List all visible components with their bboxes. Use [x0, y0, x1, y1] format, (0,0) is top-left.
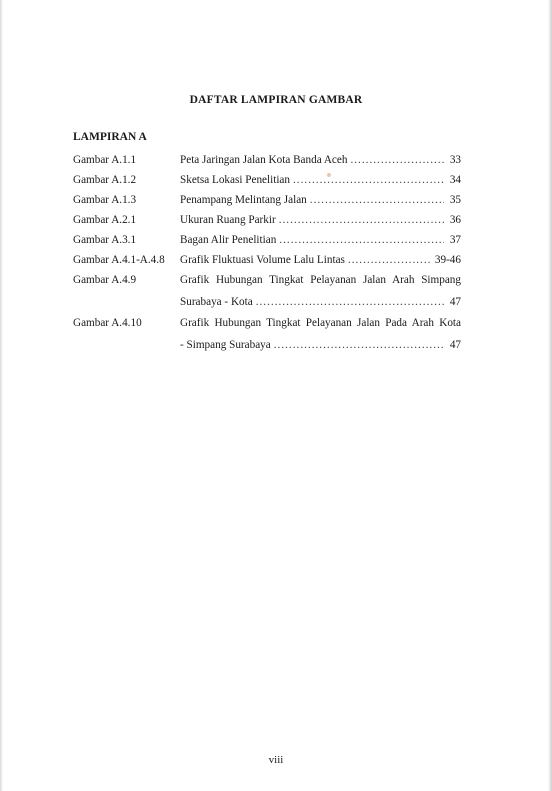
figure-description: Ukuran Ruang Parkir — [180, 214, 276, 226]
figure-description: Grafik Fluktuasi Volume Lalu Lintas — [180, 254, 345, 266]
figure-description-line — [180, 190, 461, 210]
figure-description-first-line: Grafik Hubungan Tingkat Pelayanan Jalan Arah Simpang — [180, 274, 461, 286]
page-number: 36 — [449, 214, 461, 226]
dot-leader — [310, 190, 444, 210]
page-number: 37 — [449, 234, 461, 246]
figure-description-line — [180, 335, 461, 355]
page-number: 39-46 — [434, 254, 461, 266]
page-title: DAFTAR LAMPIRAN GAMBAR — [189, 94, 363, 106]
page-number: 47 — [449, 339, 461, 351]
dot-leader — [274, 335, 444, 355]
figure-label: Gambar A.1.3 — [73, 194, 137, 206]
figure-label: Gambar A.3.1 — [73, 234, 137, 246]
dot-leader — [350, 150, 444, 170]
figure-description: Penampang Melintang Jalan — [180, 194, 307, 206]
ink-speck — [327, 173, 331, 177]
figure-description: Bagan Alir Penelitian — [180, 234, 277, 246]
figure-description-line — [180, 230, 461, 250]
dot-leader — [256, 292, 444, 312]
figure-description: Sketsa Lokasi Penelitian — [180, 174, 290, 186]
section-heading: LAMPIRAN A — [73, 131, 147, 143]
page-edge-right — [548, 0, 552, 791]
figure-description-line — [180, 250, 461, 270]
page-footer-number: viii — [268, 754, 284, 766]
dot-leader — [279, 210, 444, 230]
page-number: 35 — [449, 194, 461, 206]
dot-leader — [279, 230, 444, 250]
figure-description-line — [180, 292, 461, 312]
figure-label: Gambar A.1.2 — [73, 174, 137, 186]
figure-description: Surabaya - Kota — [180, 296, 253, 308]
figure-description: - Simpang Surabaya — [180, 339, 271, 351]
figure-description-line — [180, 170, 461, 190]
page-number: 47 — [449, 296, 461, 308]
figure-label: Gambar A.2.1 — [73, 214, 137, 226]
page-number: 33 — [449, 154, 461, 166]
figure-description-first-line: Grafik Hubungan Tingkat Pelayanan Jalan Pada Arah Kota — [180, 317, 461, 329]
dot-leader — [293, 170, 444, 190]
figure-label: Gambar A.4.9 — [73, 274, 137, 286]
page-number: 34 — [449, 174, 461, 186]
figure-label: Gambar A.1.1 — [73, 154, 137, 166]
dot-leader — [348, 250, 432, 270]
figure-description-line — [180, 150, 461, 170]
figure-description: Peta Jaringan Jalan Kota Banda Aceh — [180, 154, 348, 166]
page-edge-left — [0, 0, 3, 791]
figure-description-line — [180, 210, 461, 230]
figure-label: Gambar A.4.10 — [73, 317, 142, 329]
figure-label: Gambar A.4.1-A.4.8 — [73, 254, 165, 266]
